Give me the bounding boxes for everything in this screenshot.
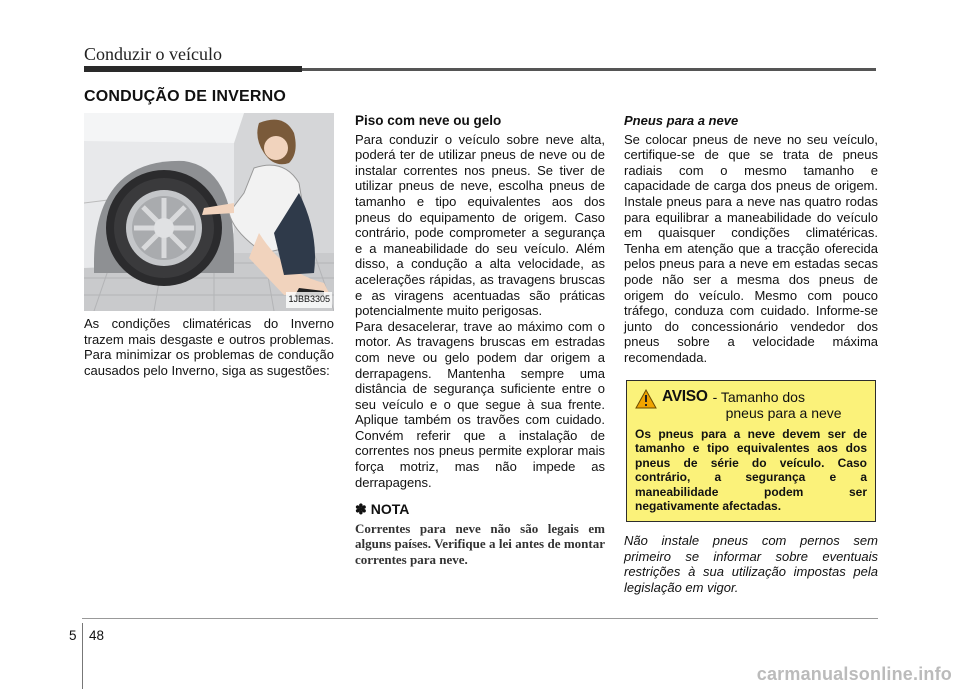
warning-topic [713, 389, 842, 421]
warning-topic-line-2: pneus para a neve [725, 404, 842, 421]
column-right [624, 113, 878, 595]
section-title: CONDUÇÃO DE INVERNO [84, 88, 287, 105]
warning-label: AVISO [662, 387, 708, 405]
warning-triangle-icon [635, 389, 657, 409]
watermark: carmanualsonline.info [756, 664, 952, 684]
note-star-icon: ✽ [355, 501, 367, 518]
page-number: 48 [89, 628, 105, 643]
warning-text: Os pneus para a neve devem ser de tamanho e tipo equivalentes aos dos pneus de série do veículo. Caso contrário, a segurança e a maneabilidade podem ser negativamente afectadas. [635, 426, 867, 514]
winter-tire-illustration [84, 113, 334, 311]
figure-code: 1JBB3305 [286, 292, 332, 308]
note-heading [355, 502, 605, 518]
snow-tires-heading: Pneus para a neve [624, 113, 739, 128]
woman-checking-tire-image [84, 113, 334, 311]
warning-header [635, 389, 867, 421]
header-bar [84, 66, 302, 72]
warning-box [626, 380, 876, 523]
intro-paragraph: As condições climatéricas do Inverno trazem mais desgaste e outros problemas. Para minimizar os problemas de condução causados pelo Inverno, siga as sugestões: [84, 316, 334, 378]
note-text: Correntes para neve não são legais em alguns países. Verifique a lei antes de montar correntes para neve. [355, 520, 605, 567]
chapter-number: 5 [69, 628, 77, 643]
snow-ice-heading: Piso com neve ou gelo [355, 113, 502, 128]
column-left [84, 113, 334, 378]
warning-topic-line-1: - Tamanho dos [712, 388, 805, 405]
header-rule [302, 68, 876, 71]
studded-tires-note: Não instale pneus com pernos sem primeiro se informar sobre eventuais restrições à sua utilização impostas pela legislação em vigor. [624, 533, 878, 595]
column-middle [355, 113, 605, 567]
snow-ice-paragraph-1: Para conduzir o veículo sobre neve alta, poderá ter de utilizar pneus de neve ou de instalar correntes nos pneus. Se tiver de utilizar pneus de neve, escolha pneus de tamanho e tipo equivalentes aos dos pneus do equipamento de origem. Caso contrário, pode comprometer a segurança e a maneabilidade do seu veículo. Além disso, a condução a alta velocidade, as acelerações rápidas, as travagens bruscas e as viragens acentuadas são práticas potencialmente muito perigosas. [355, 131, 605, 319]
footer-rule [82, 618, 878, 619]
note-label: NOTA [370, 501, 410, 518]
chapter-title: Conduzir o veículo [84, 44, 222, 64]
snow-tires-paragraph: Se colocar pneus de neve no seu veículo, certifique-se de que se trata de pneus radiais com o mesmo tamanho e capacidade de carga dos pneus de origem. Instale pneus para a neve nas quatro rodas para equilibrar a maneabilidade do veículo em quaisquer condições climatéricas. Tenha em atenção que a tracção oferecida pelos pneus para a neve em estadas secas pode não ser a mesma dos pneus de origem do veículo. Mesmo com pouco tráfego, conduza com cuidado. Informe-se junto do concessionário vendedor dos pneus sobre a velocidade máxima recomendada. [624, 131, 878, 365]
page-number-divider [82, 623, 83, 689]
snow-ice-paragraph-2: Para desacelerar, trave ao máximo com o motor. As travagens bruscas em estradas com neve ou gelo podem dar origem a derrapagens. Mantenha sempre uma distância de segurança suficiente entre o seu veículo e o que segue à sua frente. Aplique também os travões com cuidado. Convém referir que a instalação de correntes nos pneus permite explorar mais força motriz, mas não impede as derrapagens. [355, 318, 605, 490]
